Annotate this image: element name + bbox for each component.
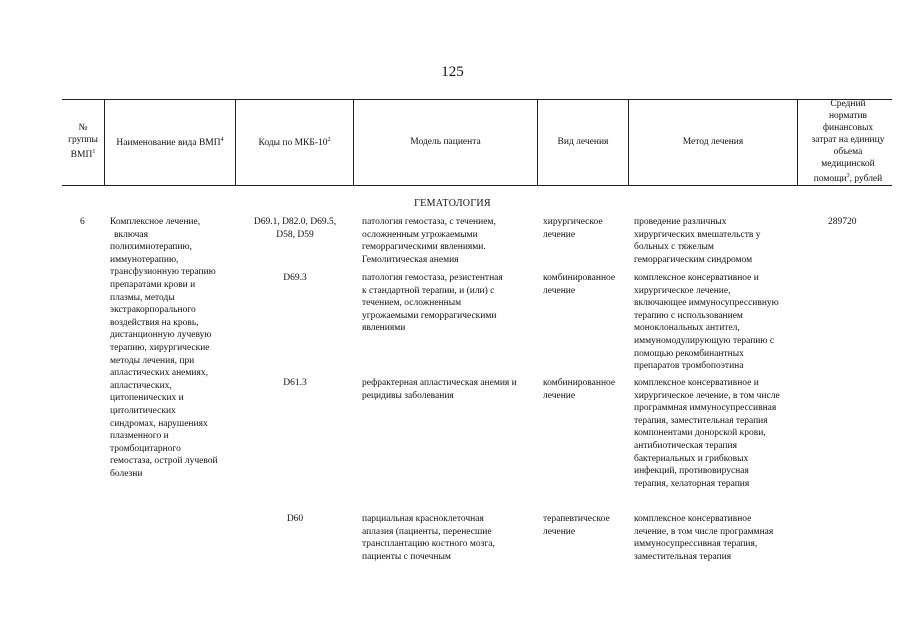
group-number: 6	[80, 217, 85, 227]
table-header-bottom-border	[62, 185, 892, 186]
row-2-type: комбинированное лечение	[543, 273, 616, 296]
row-1-type: хирургическое лечение	[543, 217, 603, 240]
header-patient-model: Модель пациента	[410, 137, 481, 147]
header-group-number: № группы ВМП$^1$	[68, 123, 98, 161]
page-number: 125	[441, 64, 464, 80]
row-3-codes: D61.3	[283, 378, 307, 388]
row-4-method: комплексное консервативное лечение, в том числе программная иммуносупрессивная терапия, заместительная терапия	[634, 514, 774, 562]
row-2-method: комплексное консервативное и хирургическое лечение, включающее иммуносупрессивную терапию с использованием моноклональных антител, иммуномодулирующую терапию с помощью рекомбинантных препаратов тромбопоэтина	[634, 273, 779, 372]
row-3-method: комплексное консервативное и хирургическое лечение, в том числе программная иммуносупрессивная терапия, заместительная терапия компонентами донорской крови, антибиотическая терапия бактериальных и грибковых инфекций, противовирусная терапия, хелаторная терапия	[634, 378, 780, 489]
header-average-cost: Средний норматив финансовых затрат на единицу объема медицинской помощи$^3$, рублей	[811, 99, 885, 185]
row-3-model: рефрактерная апластическая анемия и рецидивы заболевания	[362, 378, 517, 401]
row-4-model: парциальная красноклеточная аплазия (пациенты, перенесшие трансплантацию костного мозга, пациенты с почечным	[362, 514, 495, 562]
row-1-codes: D69.1, D82.0, D69.5, D58, D59	[253, 217, 337, 240]
row-2-codes: D69.3	[283, 273, 307, 283]
header-vmp-name: Наименование вида ВМП$^4$	[116, 137, 224, 149]
section-title: ГЕМАТОЛОГИЯ	[414, 198, 491, 209]
row-3-type: комбинированное лечение	[543, 378, 616, 401]
group-name: Комплексное лечение, включая полихимиотерапию, иммунотерапию, трансфузионную терапию препаратами крови и плазмы, методы экстракорпорального воздействия на кровь, дистанционную лучевую терапию, хирургические методы лечения, при апластических анемиях, апластических, цитопенических и цитолитических синдромах, нарушениях плазменного и тромбоцитарного гемостаза, острой лучевой болезни	[110, 217, 218, 479]
row-4-codes: D60	[286, 514, 304, 524]
row-4-type: терапевтическое лечение	[543, 514, 610, 537]
group-cost: 289720	[828, 217, 857, 227]
row-1-method: проведение различных хирургических вмешательств у больных с тяжелым геморрагическим синдромом	[634, 217, 761, 265]
header-treatment-method: Метод лечения	[682, 137, 744, 147]
row-1-model: патология гемостаза, с течением, осложненным угрожаемыми геморрагическими явлениями. Гемолитическая анемия	[362, 217, 496, 265]
header-treatment-type: Вид лечения	[557, 137, 609, 147]
row-2-model: патология гемостаза, резистентная к стандартной терапии, и (или) с течением, осложненным угрожаемыми геморрагическими явлениями	[362, 273, 503, 334]
header-icd-codes: Коды по МКБ-$10^2$	[258, 137, 331, 149]
